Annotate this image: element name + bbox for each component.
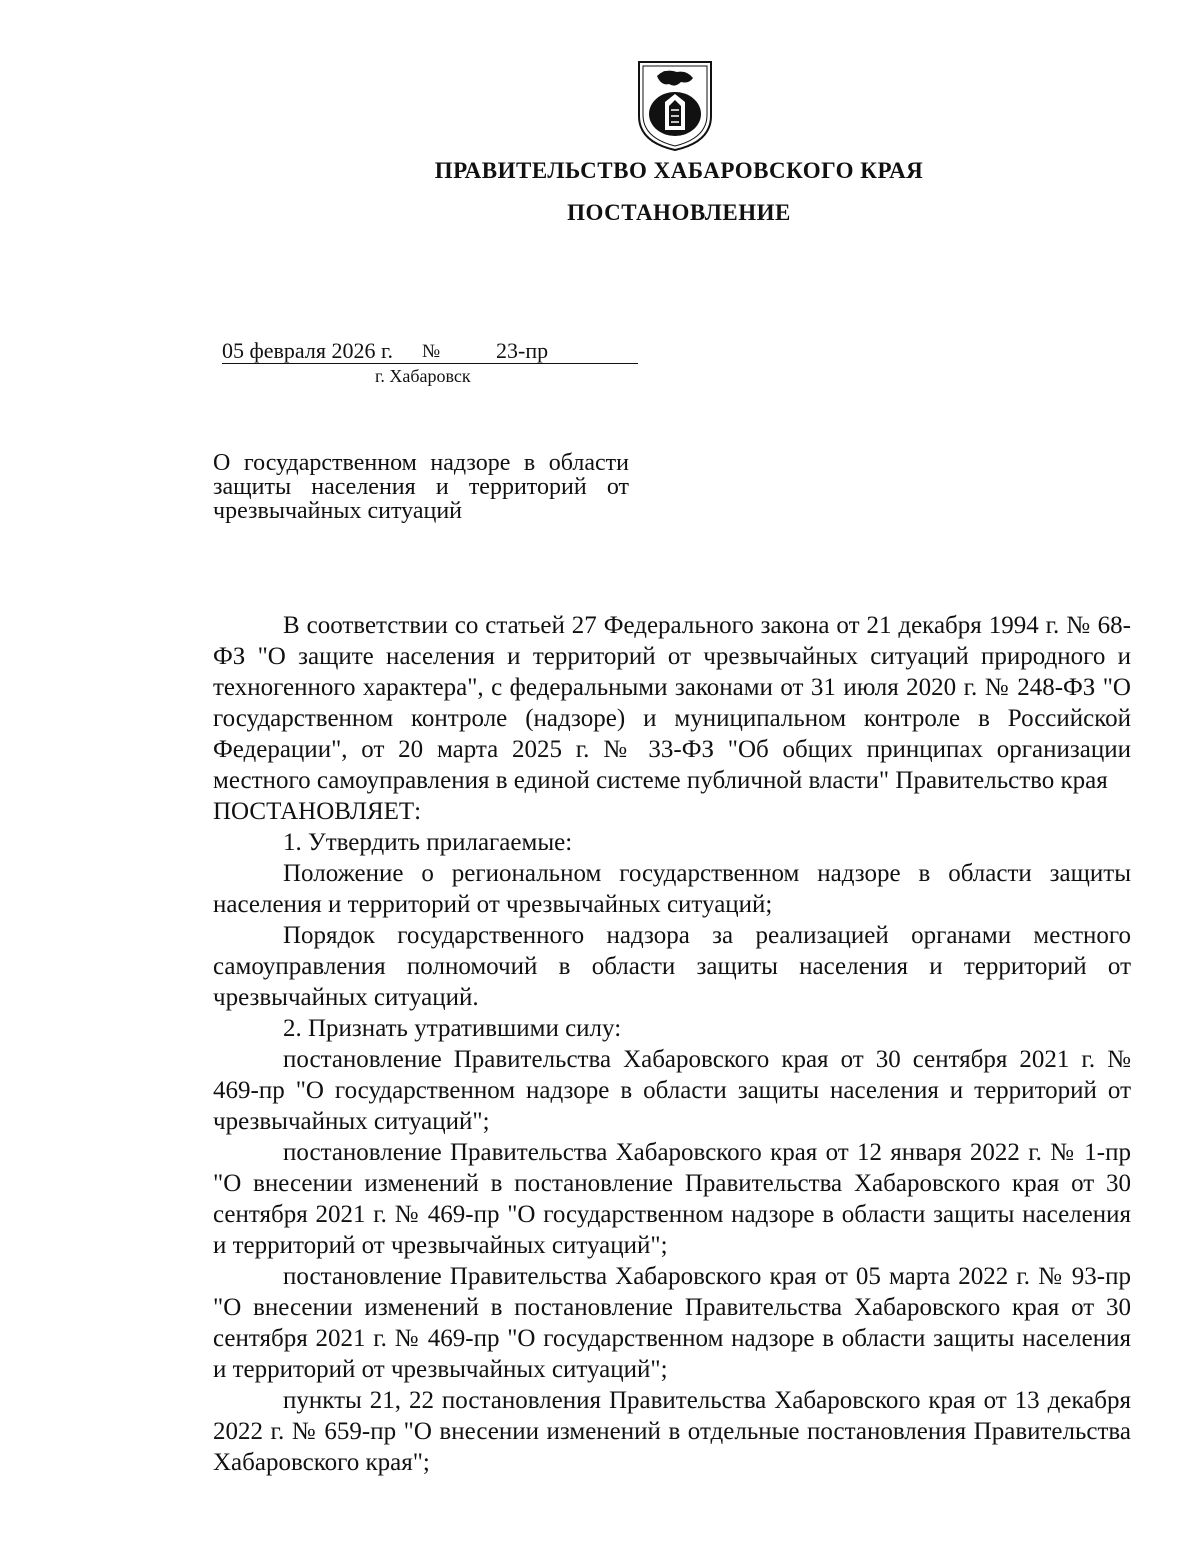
body-paragraph: Порядок государственного надзора за реализацией органами местного самоуправления полномочий в области защиты населения и территорий от чрезвычайных ситуаций. [213,922,1131,1011]
document-type-title: ПОСТАНОВЛЕНИЕ [567,200,791,225]
date-number-line [222,338,642,364]
decree-word: ПОСТАНОВЛЯЕТ: [213,798,422,825]
organization-title: ПРАВИТЕЛЬСТВО ХАБАРОВСКОГО КРАЯ [434,158,924,183]
body-paragraph: 2. Признать утратившими силу: [283,1015,622,1042]
document-number: 23-пр [496,338,549,363]
document-body [213,610,1131,1478]
body-paragraph: постановление Правительства Хабаровского края от 12 января 2022 г. № 1-пр "О внесении изменений в постановление Правительства Хабаровского края от 30 сентября 2021 г. № 469-пр "О государственном надзоре в области защиты населения и территорий от чрезвычайных ситуаций"; [213,1139,1131,1259]
coat-of-arms-emblem [635,58,715,153]
document-subject: О государственном надзоре в области защиты населения и территорий от чрезвычайных ситуаций [213,450,629,524]
body-paragraph: постановление Правительства Хабаровского края от 05 марта 2022 г. № 93-пр "О внесении изменений в постановление Правительства Хабаровского края от 30 сентября 2021 г. № 469-пр "О государственном надзоре в области защиты населения и территорий от чрезвычайных ситуаций"; [213,1263,1131,1383]
document-city: г. Хабаровск [375,366,471,386]
body-paragraph: Положение о региональном государственном надзоре в области защиты населения и территорий от чрезвычайных ситуаций; [213,860,1131,918]
date-number-underline [222,363,638,364]
preamble-paragraph: В соответствии со статьей 27 Федерального закона от 21 декабря 1994 г. № 68-ФЗ "О защите населения и территорий от чрезвычайных ситуаций природного и техногенного характера", с федеральными законами от 31 июля 2020 г. № 248-ФЗ "О государственном контроле (надзоре) и муниципальном контроле в Российской Федерации", от 20 марта 2025 г. № 33-ФЗ "Об общих принципах организации местного самоуправления в единой системе публичной власти" Правительство края [213,612,1131,794]
body-paragraph: пункты 21, 22 постановления Правительства Хабаровского края от 13 декабря 2022 г. № 659-пр "О внесении изменений в отдельные постановления Правительства Хабаровского края"; [213,1387,1131,1476]
number-label: № [422,341,441,362]
body-paragraph: 1. Утвердить прилагаемые: [283,829,573,856]
body-paragraph: постановление Правительства Хабаровского края от 30 сентября 2021 г. № 469-пр "О государственном надзоре в области защиты населения и территорий от чрезвычайных ситуаций"; [213,1046,1131,1135]
document-date: 05 февраля 2026 г. [222,338,394,363]
